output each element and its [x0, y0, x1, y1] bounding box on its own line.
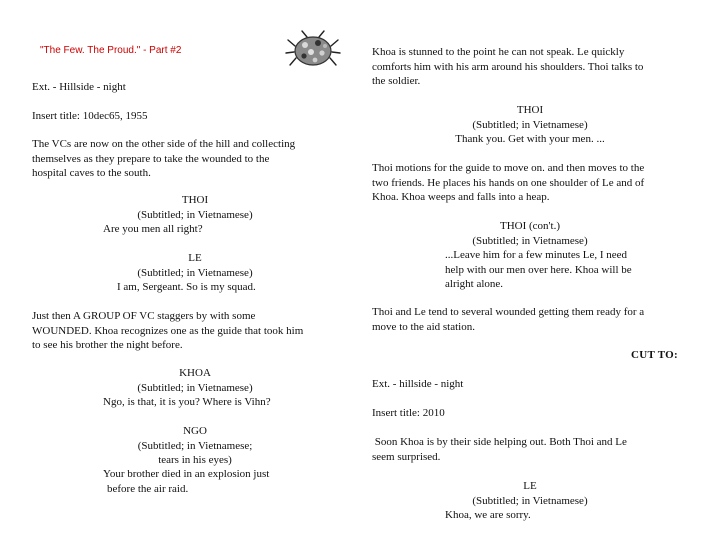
action-line: WOUNDED. Khoa recognizes one as the guide that took him [32, 324, 304, 337]
action-line: Thoi motions for the guide to move on. and then moves to the [372, 162, 645, 174]
dialogue-text [103, 467, 269, 496]
page-title-text: "The Few. The Proud." - Part #2 [40, 45, 182, 56]
dialogue-line: Ngo, is that, it is you? Where is Vihn? [103, 396, 271, 408]
scene-heading: Ext. - hillside - night [372, 378, 464, 390]
parenthetical: (Subtitled; in Vietnamese) [137, 266, 253, 279]
character-name: THOI (con't.) [499, 220, 561, 232]
action-line: two friends. He places his hands on one shoulder of Le and of [372, 176, 645, 189]
dialogue-block [90, 251, 300, 280]
dialogue-text [103, 222, 203, 237]
scene-heading: Ext. - Hillside - night [32, 81, 126, 93]
dialogue-text [445, 508, 531, 523]
action-line: seem surprised. [372, 450, 441, 463]
dialogue-line: Khoa, we are sorry. [445, 509, 531, 521]
action-line: hospital caves to the south. [32, 167, 151, 179]
parenthetical: (Subtitled; in Vietnamese; [137, 439, 253, 452]
dialogue-block [415, 479, 645, 508]
parenthetical: (Subtitled; in Vietnamese) [472, 494, 588, 507]
action-paragraph [32, 137, 295, 181]
dialogue-text [103, 395, 271, 410]
dialogue-line: before the air raid. [107, 482, 189, 495]
action-line: the soldier. [372, 75, 421, 87]
character-name: NGO [183, 425, 207, 437]
action-line: Just then A GROUP OF VC staggers by with some [32, 310, 256, 322]
action-line: themselves as they prepare to take the wounded to the [32, 152, 270, 165]
action-line: move to the aid station. [372, 320, 475, 333]
character-name: THOI [181, 194, 209, 206]
action-line: Khoa is stunned to the point he can not speak. Le quickly [372, 46, 625, 58]
action-paragraph [372, 45, 643, 89]
action-paragraph [372, 305, 644, 334]
dialogue-block [90, 424, 300, 468]
action-paragraph [372, 435, 627, 464]
action-paragraph [32, 309, 303, 353]
parenthetical: (Subtitled; in Vietnamese) [137, 381, 253, 394]
character-name: THOI [516, 104, 544, 116]
parenthetical: tears in his eyes) [158, 454, 232, 466]
dialogue-line: I am, Sergeant. So is my squad. [117, 281, 256, 293]
character-name: KHOA [179, 367, 211, 379]
action-paragraph [372, 161, 644, 205]
action-line: Soon Khoa is by their side helping out. Both Thoi and Le [372, 436, 627, 448]
dialogue-line: ...Leave him for a few minutes Le, I need [445, 249, 628, 261]
transition: CUT TO: [630, 349, 678, 361]
dialogue-block [90, 193, 300, 222]
character-name: LE [523, 480, 537, 492]
character-name: LE [188, 252, 202, 264]
dialogue-text [445, 248, 632, 292]
bug-icon-graphic [285, 30, 341, 68]
dialogue-block [415, 103, 645, 147]
action-line: Thoi and Le tend to several wounded getting them ready for a [372, 306, 645, 318]
action-line: The VCs are now on the other side of the hill and collecting [32, 138, 296, 150]
parenthetical: (Subtitled; in Vietnamese) [137, 208, 253, 221]
parenthetical: (Subtitled; in Vietnamese) [472, 118, 588, 131]
insert-title: Insert title: 2010 [372, 407, 445, 419]
dialogue-line: Your brother died in an explosion just [103, 468, 270, 480]
bug-icon [285, 30, 341, 68]
action-line: Khoa. Khoa weeps and falls into a heap. [372, 191, 550, 203]
dialogue-block [415, 219, 645, 248]
action-line: to see his brother the night before. [32, 339, 183, 351]
dialogue-line: Are you men all right? [103, 223, 203, 235]
dialogue-line: help with our men over here. Khoa will be [445, 263, 632, 276]
insert-title: Insert title: 10dec65, 1955 [32, 110, 148, 122]
parenthetical: (Subtitled; in Vietnamese) [472, 234, 588, 247]
dialogue-line: alright alone. [445, 278, 504, 290]
dialogue-block [90, 366, 300, 395]
action-line: comforts him with his arm around his shoulders. Thoi talks to [372, 60, 644, 73]
dialogue-text [117, 280, 256, 295]
dialogue-line: Thank you. Get with your men. ... [455, 133, 605, 145]
page-title [40, 44, 181, 59]
